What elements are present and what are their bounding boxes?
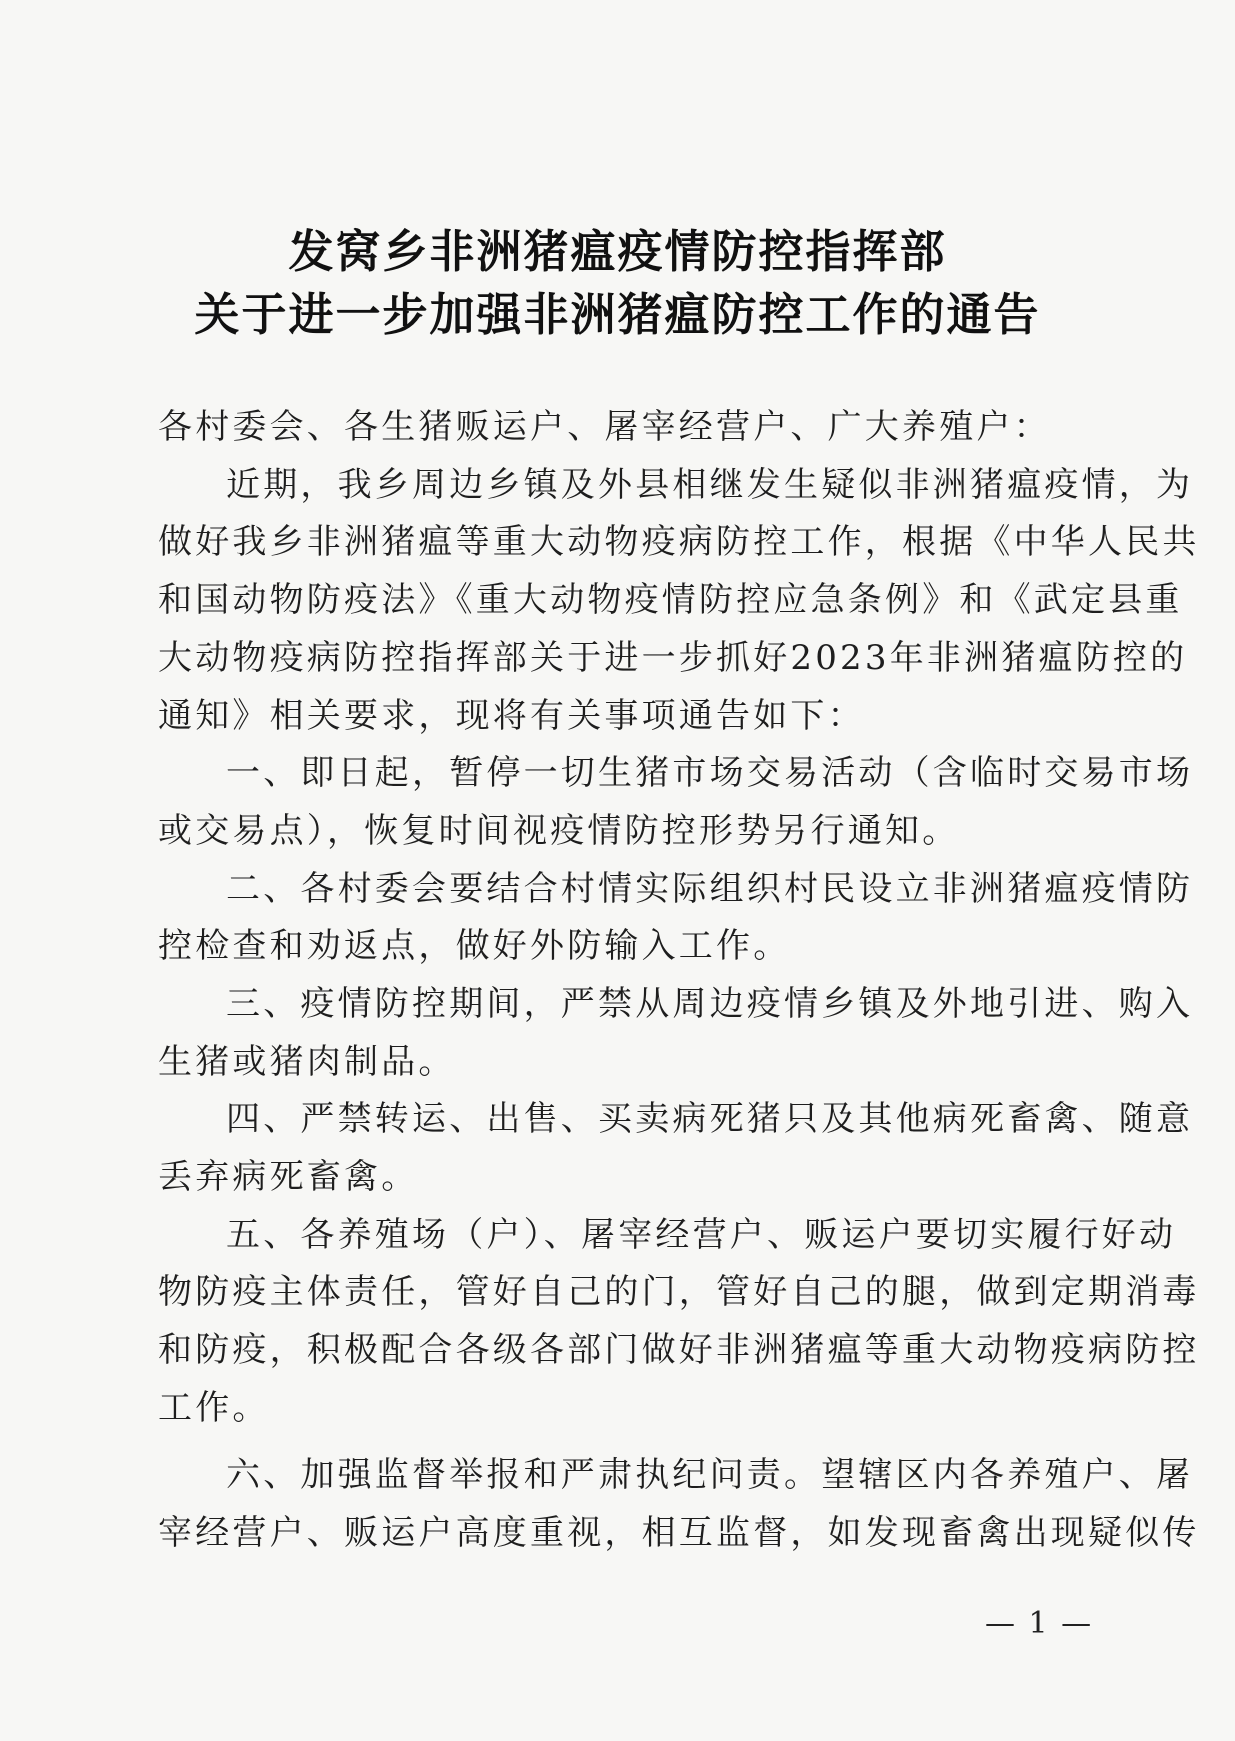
body-line: 一、即日起，暂停一切生猪市场交易活动（含临时交易市场 <box>226 753 1194 793</box>
body-line: 四、严禁转运、出售、买卖病死猪只及其他病死畜禽、随意 <box>226 1099 1194 1139</box>
body-line: 控检查和劝返点，做好外防输入工作。 <box>158 926 791 966</box>
body-line: 工作。 <box>158 1388 270 1428</box>
body-line: 宰经营户、贩运户高度重视，相互监督，如发现畜禽出现疑似传 <box>158 1513 1200 1553</box>
body-line: 丢弃病死畜禽。 <box>158 1157 419 1197</box>
body-line: 近期，我乡周边乡镇及外县相继发生疑似非洲猪瘟疫情，为 <box>226 465 1194 505</box>
body-line: 五、各养殖场（户）、屠宰经营户、贩运户要切实履行好动 <box>226 1215 1177 1255</box>
title-line-2: 关于进一步加强非洲猪瘟防控工作的通告 <box>194 288 1041 341</box>
body-line: 二、各村委会要结合村情实际组织村民设立非洲猪瘟疫情防 <box>226 869 1194 909</box>
title-line-1: 发窝乡非洲猪瘟疫情防控指挥部 <box>288 225 947 278</box>
body-line: 大动物疫病防控指挥部关于进一步抓好2023年非洲猪瘟防控的 <box>158 638 1188 678</box>
body-line: 生猪或猪肉制品。 <box>158 1042 456 1082</box>
page-number: — 1 — <box>985 1606 1094 1641</box>
body-line: 三、疫情防控期间，严禁从周边疫情乡镇及外地引进、购入 <box>226 984 1194 1024</box>
body-line: 和防疫，积极配合各级各部门做好非洲猪瘟等重大动物疫病防控 <box>158 1330 1200 1370</box>
salutation: 各村委会、各生猪贩运户、屠宰经营户、广大养殖户： <box>158 407 1051 447</box>
body-line: 做好我乡非洲猪瘟等重大动物疫病防控工作，根据《中华人民共 <box>158 522 1200 562</box>
body-line: 或交易点），恢复时间视疫情防控形势另行通知。 <box>158 811 960 851</box>
body-line: 通知》相关要求，现将有关事项通告如下： <box>158 696 865 736</box>
body-line: 六、加强监督举报和严肃执纪问责。望辖区内各养殖户、屠 <box>226 1455 1194 1495</box>
body-line: 物防疫主体责任，管好自己的门，管好自己的腿，做到定期消毒 <box>158 1272 1200 1312</box>
body-line: 和国动物防疫法》《重大动物疫情防控应急条例》和《武定县重 <box>158 580 1183 620</box>
